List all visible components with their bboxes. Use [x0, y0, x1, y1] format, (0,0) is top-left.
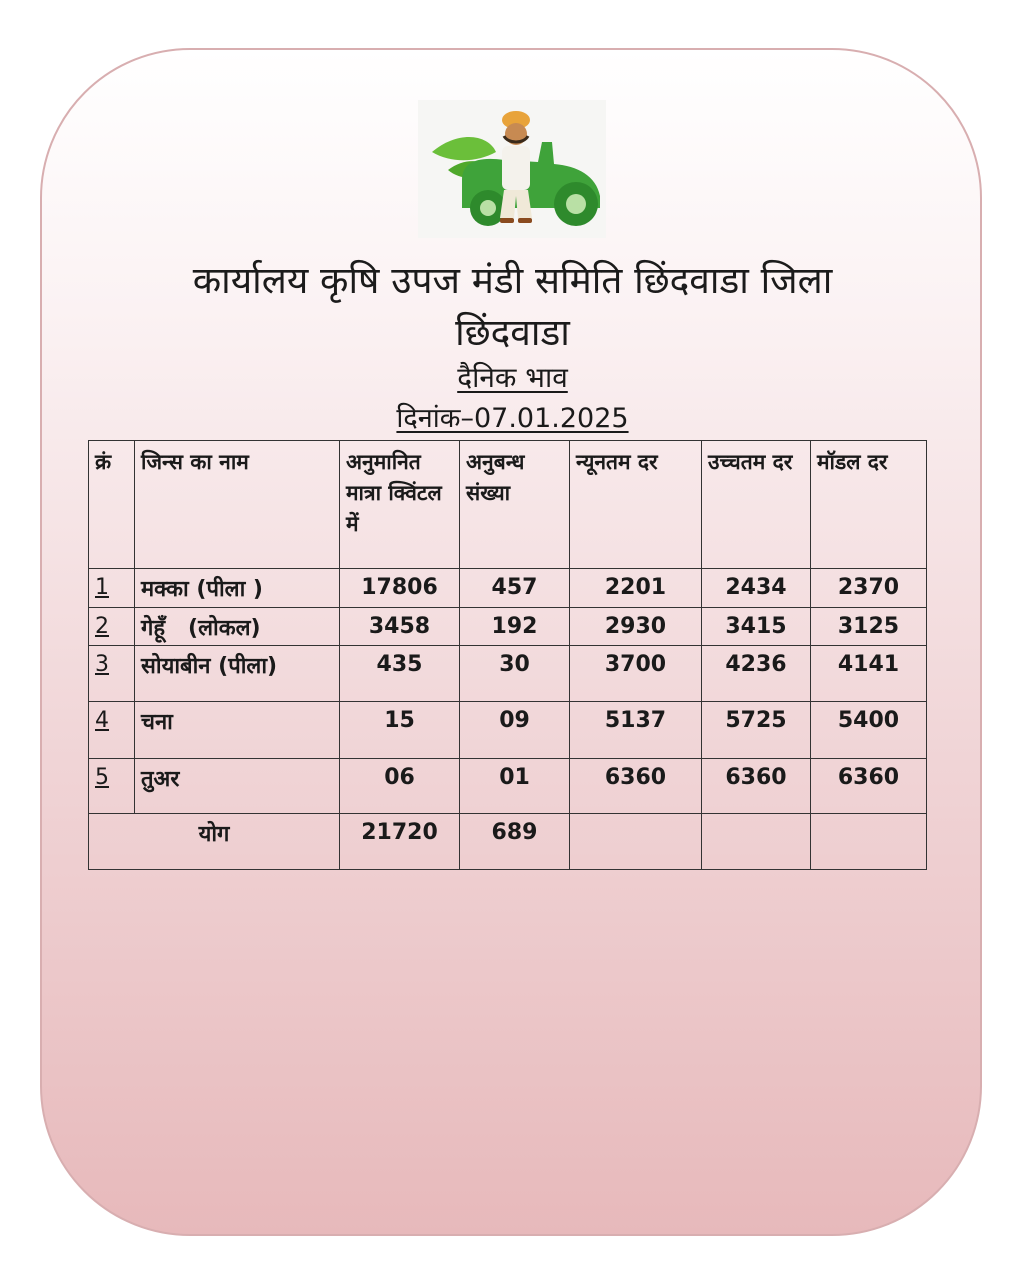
header-sno: क्रं [89, 441, 135, 569]
contracts-cell: 09 [460, 702, 570, 759]
contracts-cell: 457 [460, 569, 570, 608]
row-index: 2 [89, 608, 135, 646]
contracts-cell: 01 [460, 759, 570, 814]
commodity-name: तुअर [135, 759, 340, 814]
min-rate-cell: 3700 [570, 646, 702, 702]
modal-rate-cell: 3125 [811, 608, 927, 646]
commodity-name: गेहूँ (लोकल) [135, 608, 340, 646]
empty-cell [811, 814, 927, 870]
modal-rate-cell: 5400 [811, 702, 927, 759]
header-quantity: अनुमानित मात्रा क्विंटल में [340, 441, 460, 569]
table-row [89, 569, 927, 608]
office-title-line2: छिंदवाडा [455, 311, 570, 354]
total-contracts: 689 [460, 814, 570, 870]
subtitle-text: दैनिक भाव [457, 361, 568, 394]
modal-rate-cell: 6360 [811, 759, 927, 814]
max-rate-cell: 4236 [702, 646, 811, 702]
table-row [89, 702, 927, 759]
max-rate-cell: 5725 [702, 702, 811, 759]
office-title: कार्यालय कृषि उपज मंडी समिति छिंदवाडा जिला [192, 259, 833, 302]
min-rate-cell: 2930 [570, 608, 702, 646]
header-min-rate: न्यूनतम दर [570, 441, 702, 569]
farmer-tractor-logo [418, 100, 606, 238]
max-rate-cell: 6360 [702, 759, 811, 814]
min-rate-cell: 2201 [570, 569, 702, 608]
table-row [89, 608, 927, 646]
quantity-cell: 435 [340, 646, 460, 702]
rates-table [88, 440, 927, 870]
min-rate-cell: 5137 [570, 702, 702, 759]
row-index: 4 [89, 702, 135, 759]
modal-rate-cell: 2370 [811, 569, 927, 608]
total-quantity: 21720 [340, 814, 460, 870]
table-row [89, 646, 927, 702]
row-index: 5 [89, 759, 135, 814]
table-row [89, 759, 927, 814]
modal-rate-cell: 4141 [811, 646, 927, 702]
commodity-name: मक्का (पीला ) [135, 569, 340, 608]
table-header-row [89, 441, 927, 569]
total-label: योग [89, 814, 340, 870]
contracts-cell: 192 [460, 608, 570, 646]
commodity-name: सोयाबीन (पीला) [135, 646, 340, 702]
total-row [89, 814, 927, 870]
subtitle [0, 360, 1025, 396]
quantity-cell: 3458 [340, 608, 460, 646]
contracts-cell: 30 [460, 646, 570, 702]
max-rate-cell: 3415 [702, 608, 811, 646]
header-max-rate: उच्चतम दर [702, 441, 811, 569]
empty-cell [570, 814, 702, 870]
date-text: दिनांक–07.01.2025 [396, 403, 629, 434]
commodity-name: चना [135, 702, 340, 759]
date-line [0, 402, 1025, 436]
header-modal-rate: मॉडल दर [811, 441, 927, 569]
quantity-cell: 17806 [340, 569, 460, 608]
empty-cell [702, 814, 811, 870]
quantity-cell: 06 [340, 759, 460, 814]
max-rate-cell: 2434 [702, 569, 811, 608]
header-commodity: जिन्स का नाम [135, 441, 340, 569]
row-index: 1 [89, 569, 135, 608]
min-rate-cell: 6360 [570, 759, 702, 814]
header-contracts: अनुबन्ध संख्या [460, 441, 570, 569]
row-index: 3 [89, 646, 135, 702]
quantity-cell: 15 [340, 702, 460, 759]
